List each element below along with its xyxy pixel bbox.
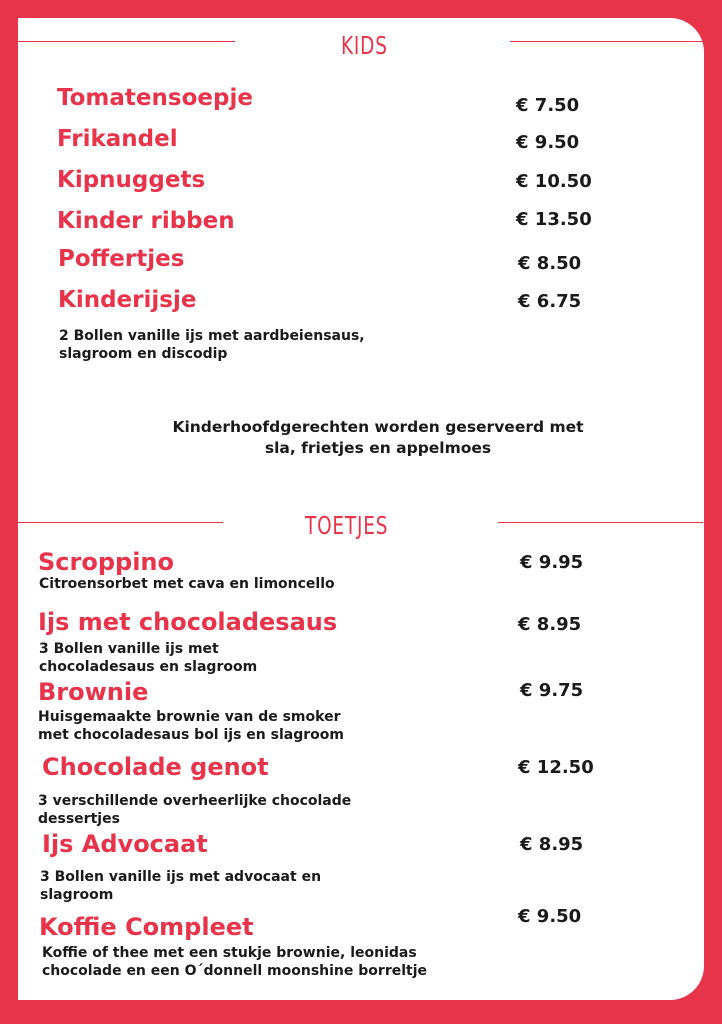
dessert-item-name: Ijs met chocoladesaus [38, 608, 338, 636]
kids-rule-right [510, 41, 703, 42]
dessert-item-name: Koffie Compleet [39, 913, 254, 941]
dessert-item-name: Chocolade genot [42, 753, 269, 781]
kids-item-name: Tomatensoepje [57, 85, 253, 111]
dessert-item-description: 3 Bollen vanille ijs met advocaat en [40, 869, 322, 885]
toetjes-rule-right [498, 522, 703, 523]
kids-item-name: Kinder ribben [57, 208, 235, 234]
dessert-item-price: € 9.50 [518, 906, 582, 927]
kids-item-price: € 6.75 [518, 291, 582, 312]
kids-item-price: € 7.50 [516, 95, 580, 116]
kids-item-price: € 9.50 [516, 132, 580, 153]
kids-item-description: slagroom en discodip [59, 346, 228, 362]
dessert-item-description: met chocoladesaus bol ijs en slagroom [38, 727, 344, 743]
dessert-item-price: € 8.95 [518, 614, 582, 635]
dessert-item-name: Brownie [38, 678, 149, 706]
dessert-item-description: Citroensorbet met cava en limoncello [39, 576, 335, 592]
dessert-item-price: € 9.75 [520, 680, 584, 701]
kids-note: sla, frietjes en appelmoes [264, 439, 492, 457]
dessert-item-price: € 9.95 [520, 552, 584, 573]
dessert-item-name: Scroppino [38, 548, 174, 576]
dessert-item-description: Koffie of thee met een stukje brownie, leonidas [42, 945, 417, 961]
kids-item-price: € 8.50 [518, 253, 582, 274]
dessert-item-description: 3 verschillende overheerlijke chocolade [38, 793, 352, 809]
dessert-item-description: chocoladesaus en slagroom [39, 659, 258, 675]
dessert-item-description: dessertjes [38, 811, 120, 827]
dessert-item-price: € 8.95 [520, 834, 584, 855]
kids-item-price: € 13.50 [516, 209, 592, 230]
dessert-item-name: Ijs Advocaat [42, 830, 208, 858]
kids-item-description: 2 Bollen vanille ijs met aardbeiensaus, [59, 328, 365, 344]
toetjes-rule-left [18, 522, 223, 523]
kids-item-name: Kipnuggets [57, 167, 206, 193]
dessert-item-price: € 12.50 [518, 757, 594, 778]
kids-item-price: € 10.50 [516, 171, 592, 192]
kids-item-name: Poffertjes [58, 246, 185, 272]
kids-item-name: Kinderijsje [58, 287, 197, 313]
kids-rule-left [18, 41, 235, 42]
toetjes-section-title: TOETJES [305, 511, 389, 540]
dessert-item-description: 3 Bollen vanille ijs met [39, 641, 219, 657]
dessert-item-description: Huisgemaakte brownie van de smoker [38, 709, 341, 725]
kids-note: Kinderhoofdgerechten worden geserveerd met [172, 418, 584, 436]
kids-item-name: Frikandel [57, 126, 178, 152]
dessert-item-description: chocolade en een O´donnell moonshine borreltje [42, 963, 427, 979]
kids-section-title: KIDS [341, 31, 388, 60]
dessert-item-description: slagroom [40, 887, 114, 903]
